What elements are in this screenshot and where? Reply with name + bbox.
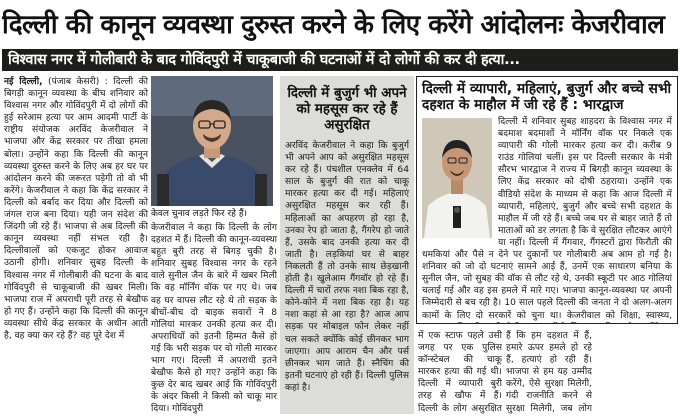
bhardwaj-photo [422,118,492,238]
continued-text-2: हैं कि हम दहशत में हैं, हमारे ऊपर हमले हो रहे हैं, हत्याएं हो रही हैं। भाजपा से हम यह उम्मीद करेंगे, ऐसे सुरक्षा मिलेगी, गंदी राजनीति करने से सुरक्षा मिलेगी, जब लोग [506,331,592,414]
agency: (पंजाब केसरी) : [48,77,108,87]
bhardwaj-box-text: दिल्ली में शनिवार सुबह शाहदरा के विश्वास नगर में बदमाश बदमाशों ने मॉर्निंग वॉक पर निकले एक व्यापारी की गोली मारकर हत्या कर दी। करीब 9 राउंड गोलियां चलीं। इस पर दिल्ली सरकार के मंत्री सौरभ भारद्वाज ने राज्य में बिगड़ी कानून व्यवस्था के लिए केंद्र सरकार को दोषी ठहराया। उन्होंने एक वीडियो संदेश के माध्यम से कहा कि आज दिल्ली में व्यापारी, महिलाएं, बुजुर्ग और बच्चे सभी दहशत के माहौल में जी रहे हैं। बच्चे जब घर से बाहर जाते हैं तो माताओं को डर लगता है कि वे सुरक्षित लौटकर आएंगे या नहीं। दिल्ली में गैंगवार, गैंगस्टरों द्वारा फिरौती की धमकियां और पैसे न देने पर दुकानों पर गोलीबारी अब आम हो गई है। शनिवार को जो दो घटनाएं सामने आई हैं, उनमें एक साधारण बनिया के सुनील जैन, जो सुबह की वॉक से लौट रहे थे, उनकी स्कूटी पर आठ गोलियां चलाई गई और वह इस हमले में मारे गए। भाजपा कानून-व्यवस्था पर अपनी जिम्मेदारी से बच रही है। 10 साल पहले दिल्ली की जनता ने दो अलग-अलग कामों के लिए दो सरकारें को चुना था। केजरीवाल को शिक्षा, स्वास्थ्य, [422,117,672,321]
main-article-column-2: केजरीवाल ने कहा कि दिल्ली के लोग दहशत में हैं। दिल्ली की कानून-व्यवस्था बहुत बुरी तरह से बिगड़ चुकी है। शनिवार सुबह विश्वास नगर के रहने वाले सुनील जैन के बारे में खबर मिली कि वह मॉर्निंग वॉक पर गए थे। जब वह घर वापस लौट रहे थे तो सड़क के बीचों-बीच दो बाइक सवारों ने 8 गोलियां मारकर उनकी हत्या कर दी। अपराधियों को इतनी हिम्मत कैसे हो गई कि भरी सड़क पर वो गोली मारकर भाग गए। दिल्ली में अपराधी इतने बेखौफ कैसे हो गए? उन्होंने कहा कि कुछ देर बाद खबर आई कि गोविंदपुरी के अंदर किसी ने किसी को चाकू मार दिया। गोविंदपुरी [151,223,277,414]
dateline: नई दिल्ली, [4,77,43,87]
continued-text-1: में एक स्टाफ पहले उसी जगह पर एक पुलिस कॉन्स्टेबल की चाकू मारकर हत्या की गई थी। दिल्ली में व्यापारी बुरी तरह से खौफ में हैं। दिल्ली के लोग असुरक्षित [418,331,502,414]
bhardwaj-box-body [422,116,672,324]
photo-caption: केवल चुनाव लड़ते फिर रहे हैं। [151,209,248,219]
kejriwal-photo [151,76,273,206]
elderly-box-body: अरविंद केजरीवाल ने कहा कि बुजुर्ग भी अपने आप को असुरक्षित महसूस कर रहे हैं। पंचशील एनक्लेव में 64 साल के बुजुर्ग की रात को चाकू मारकर हत्या कर दी गई। महिलाएं असुरक्षित महसूस कर रही हैं। महिलाओं का अपहरण हो रहा है, उनका रेप हो जाता है, गैंगरेप हो जाते हैं, उसके बाद उनकी हत्या कर दी जाती है। लड़कियां घर से बाहर निकलती हैं तो उनके साथ छेड़खानी होती है। खुलेआम गैंगवॉर हो रहे हैं। दिल्ली में चारों तरफ नशा बिक रहा है, कोने-कोने में नशा बिक रहा है। यह नशा कहां से आ रहा है? आज आप सड़क पर मोबाइल फोन लेकर नहीं चल सकते क्योंकि कोई छीनकर भाग जाएगा। आप आराम चैन और पर्स छीनकर भाग जाते हैं। स्नैचिंग की इतनी घटनाएं हो रही हैं। दिल्ली पुलिस कहां है। [285,141,409,393]
headline: दिल्ली की कानून व्यवस्था दुरुस्त करने के लिए करेंगे आंदोलनः केजरीवाल [2,10,665,40]
main-article-column-1 [4,76,148,414]
subheadline: विश्वास नगर में गोलीबारी के बाद गोविंदपुरी में चाकूबाजी की घटनाओं में दो लोगों की कर दी हत्या... [2,49,678,71]
elderly-insecurity-box [280,76,414,414]
elderly-box-title: दिल्ली में बुजुर्ग भी अपने को महसूस कर रहे हैं असुरक्षित [287,86,407,133]
bhardwaj-box-title: दिल्ली में व्यापारी, महिलाएं, बुजुर्ग और बच्चे सभी दहशत के माहौल में जी रहे हैं : भारद्वाज [422,81,672,113]
person-photo-icon [151,76,273,206]
person-photo-icon [422,118,492,238]
bhardwaj-box [416,76,678,324]
main-article-text-1: दिल्ली की बिगड़ी कानून व्यवस्था के बीच शनिवार को विश्वास नगर और गोविंदपुरी में दो लोगों की हुई सरेआम हत्या पर आम आदमी पार्टी के राष्ट्रीय संयोजक अरविंद केजरीवाल ने भाजपा और केंद्र सरकार पर तीखा हमला बोला। उन्होंने कहा कि दिल्ली की कानून व्यवस्था दुरुस्त करने के लिए अब हर घर पर आंदोलन करने की जरूरत पड़ेगी तो वो भी करेंगे। केजरीवाल ने कहा कि केंद्र सरकार ने दिल्ली को बर्बाद कर दिया और दिल्ली को जंगल राज बना दिया। यही जन संदेश की जिंदगी जी रहे हैं। भाजपा से अब दिल्ली की कानून व्यवस्था नहीं संभल रही है। दिल्लीवालों को एकजुट होकर आवाज उठानी होगी। शनिवार सुबह दिल्ली के विश्वास नगर में गोलीबारी की घटना के बाद गोविंदपुरी से चाकूबाजी की खबर मिली। भाजपा राज में अपराधी पूरी तरह से बेखौफ हो गए हैं। उन्होंने कहा कि दिल्ली की कानून व्यवस्था सीधे केंद्र सरकार के अधीन आती है, वह क्या कर रहे हैं? वह पूरे देश में [4,77,148,341]
